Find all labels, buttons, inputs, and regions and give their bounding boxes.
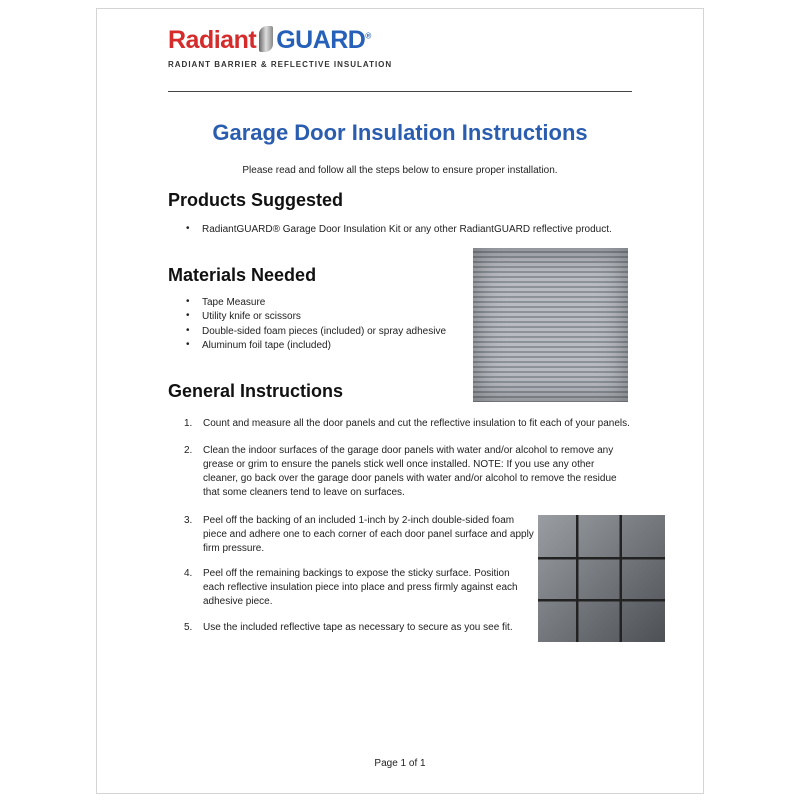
panel-installation-photo (538, 515, 665, 642)
list-item: • Utility knife or scissors (186, 311, 446, 325)
list-item: • RadiantGUARD® Garage Door Insulation Kit or any other RadiantGUARD reflective product. (186, 224, 612, 238)
products-heading: Products Suggested (168, 190, 344, 210)
instruction-step: 4. Peel off the remaining backings to expose the sticky surface. Position each reflective insulation piece into place and press firmly against each adhesive piece. (184, 568, 518, 607)
instruction-step: 3. Peel off the backing of an included 1-inch by 2-inch double-sided foam piece and adhere one to each corner of each door panel surface and apply firm pressure. (184, 515, 534, 554)
logo-swoosh-icon (259, 26, 273, 52)
header-divider (168, 91, 632, 92)
document-title: Garage Door Insulation Instructions (212, 120, 588, 145)
instruction-step: 2. Clean the indoor surfaces of the garage door panels with water and/or alcohol to remove any grease or grim to ensure the panels stick well once installed. NOTE: If you use any other cleaner, go back over the garage door panels with water and/or alcohol to remove the residue that some cleaners tend to leave on surfaces. (184, 445, 617, 498)
products-list (186, 224, 612, 238)
list-item: • Aluminum foil tape (included) (186, 340, 446, 354)
garage-door-insulated-photo (473, 248, 628, 402)
logo-text-radiant: Radiant (168, 26, 257, 54)
logo-registered: ® (365, 31, 371, 41)
materials-heading: Materials Needed (168, 265, 317, 285)
instructions-heading: General Instructions (168, 381, 344, 401)
logo-tagline: RADIANT BARRIER & REFLECTIVE INSULATION (168, 60, 393, 69)
list-item: • Tape Measure (186, 297, 446, 311)
logo-text-guard: GUARD (276, 26, 366, 54)
instruction-step: 1. Count and measure all the door panels and cut the reflective insulation to fit each of your panels. (184, 418, 630, 429)
document-subtitle: Please read and follow all the steps below to ensure proper installation. (242, 165, 558, 176)
instruction-step: 5. Use the included reflective tape as necessary to secure as you see fit. (184, 622, 513, 633)
materials-list (186, 297, 446, 354)
list-item: • Double-sided foam pieces (included) or spray adhesive (186, 326, 446, 340)
page-number: Page 1 of 1 (374, 758, 426, 769)
radiantguard-logo (168, 26, 371, 55)
